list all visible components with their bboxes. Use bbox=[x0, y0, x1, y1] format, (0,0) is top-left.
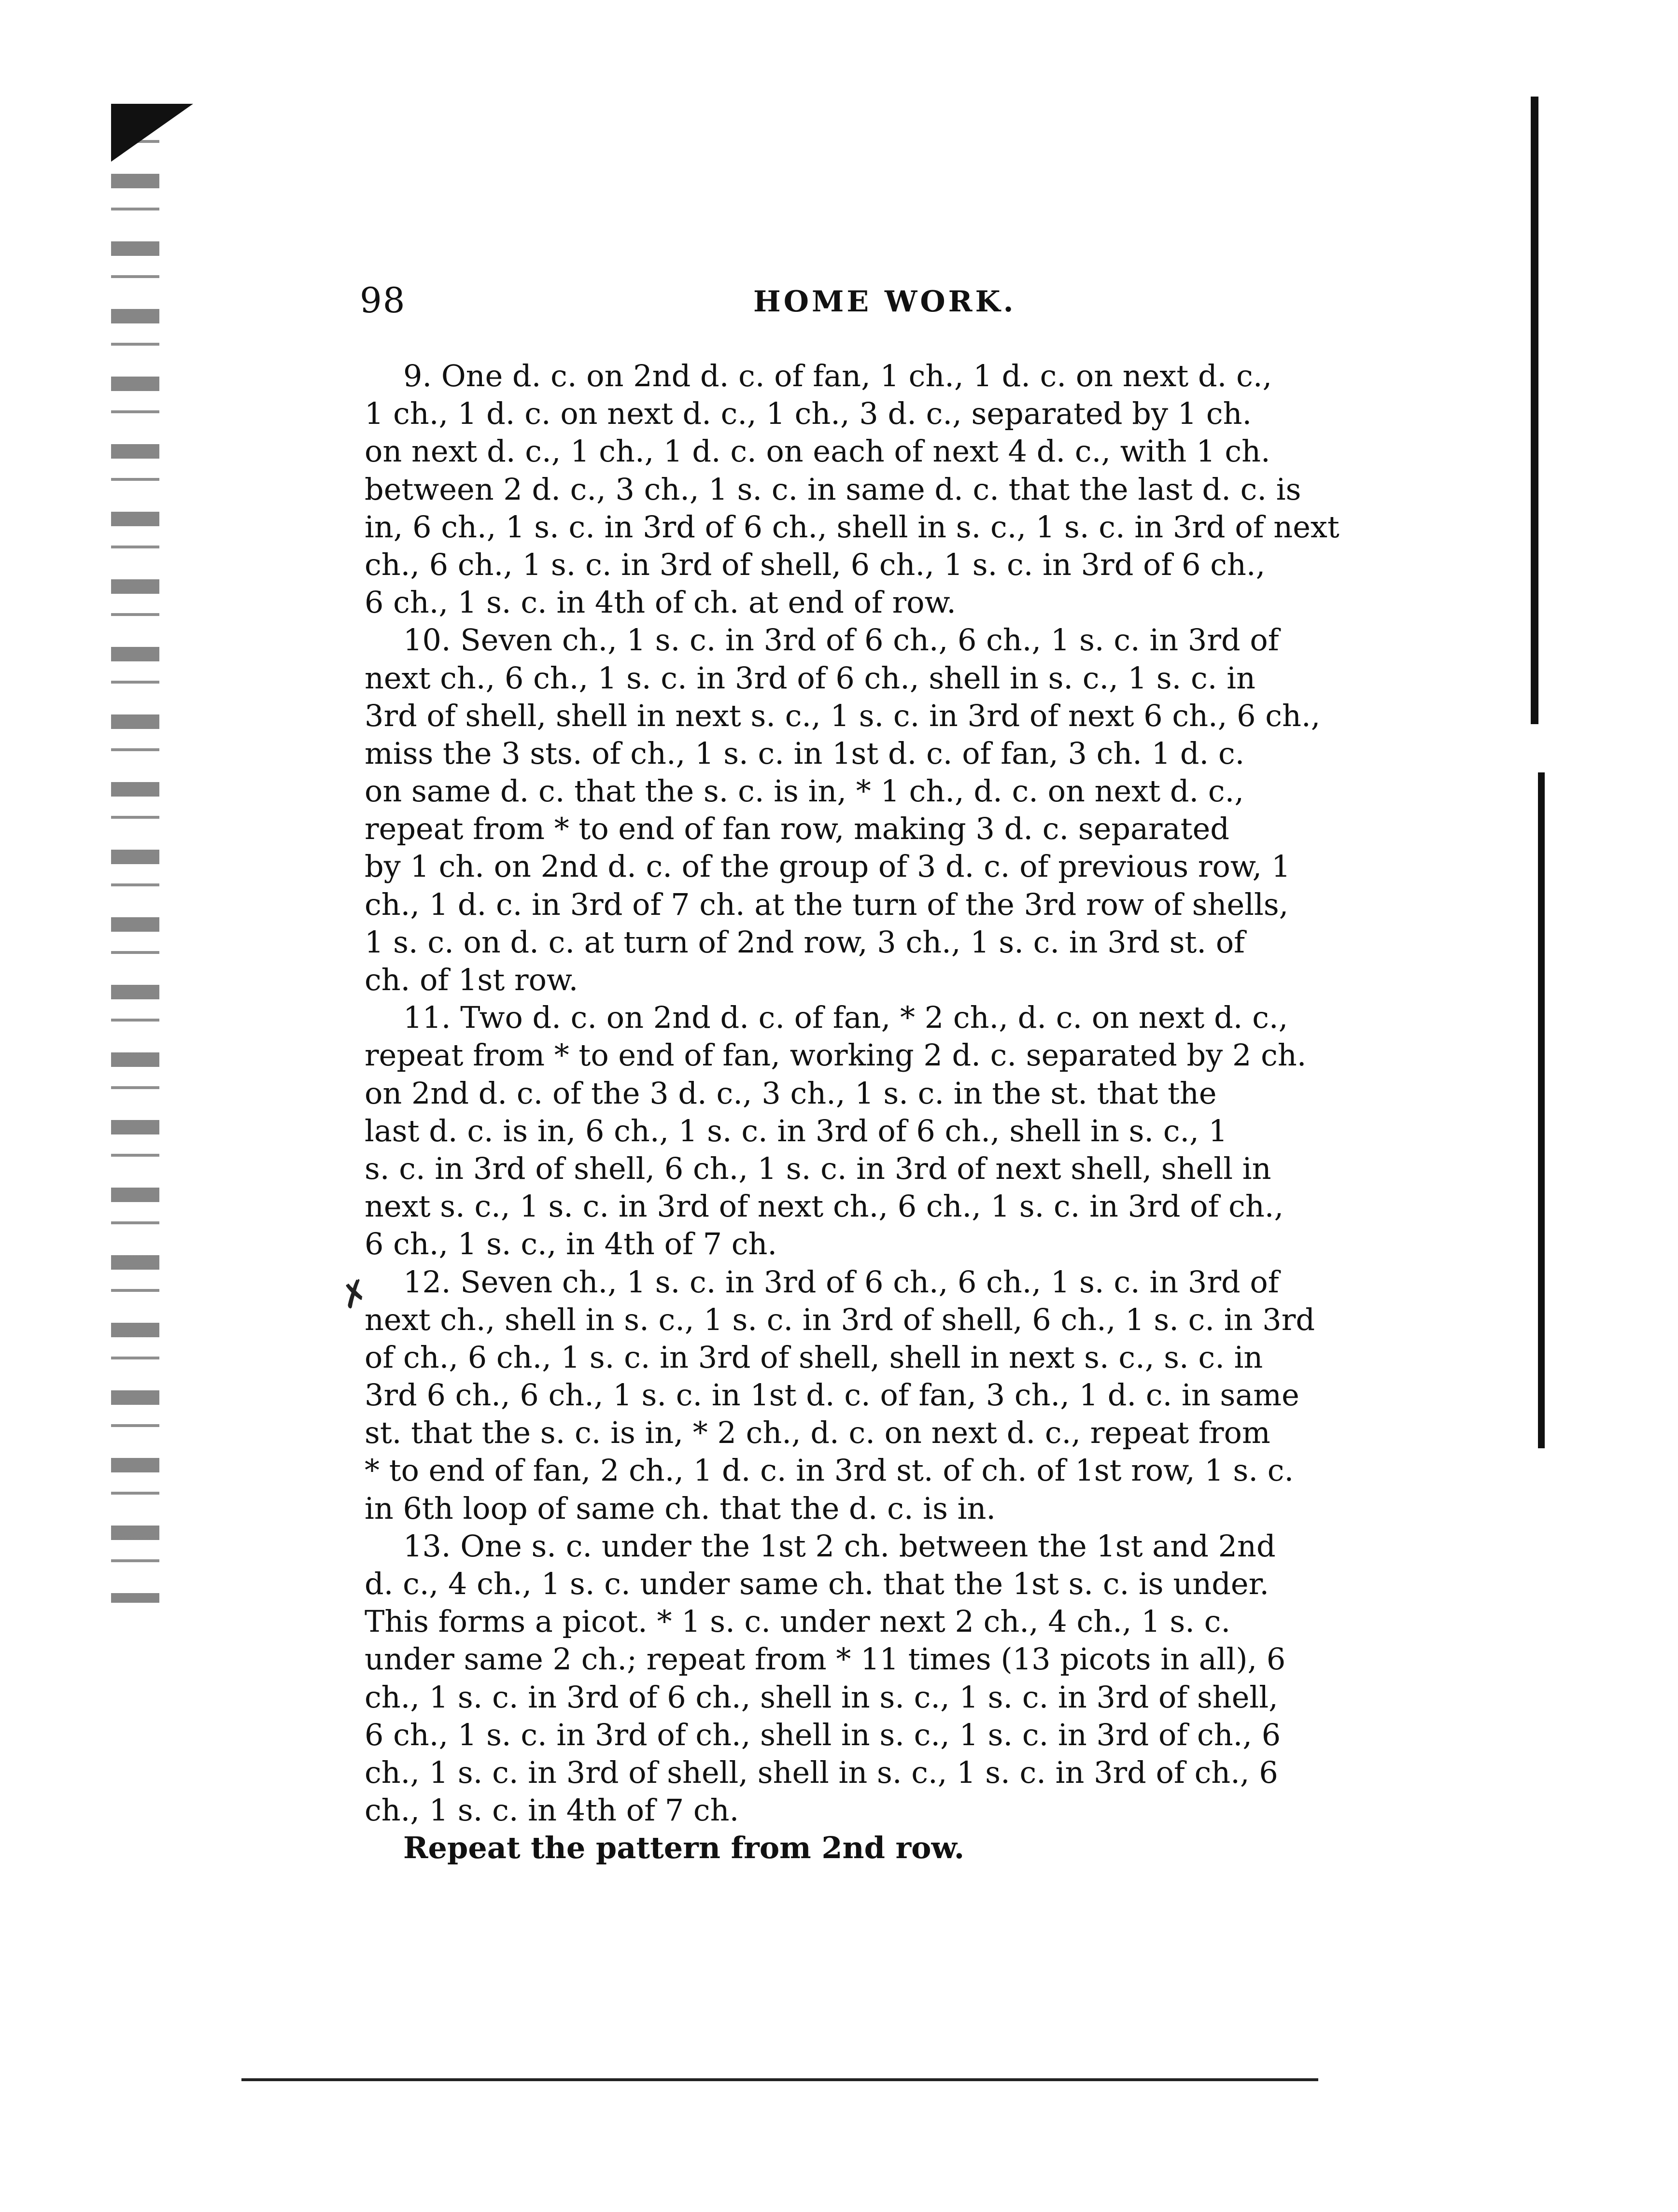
text-line: 9. One d. c. on 2nd d. c. of fan, 1 ch., 1 d. c. on next d. c., bbox=[403, 358, 1272, 393]
text-line: * to end of fan, 2 ch., 1 d. c. in 3rd st. of ch. of 1st row, 1 s. c. bbox=[365, 1453, 1294, 1488]
text-line: 1 ch., 1 d. c. on next d. c., 1 ch., 3 d. c., separated by 1 ch. bbox=[365, 396, 1252, 432]
text-line: 12. Seven ch., 1 s. c. in 3rd of 6 ch., 6 ch., 1 s. c. in 3rd of bbox=[403, 1264, 1279, 1300]
text-line: This forms a picot. * 1 s. c. under next 2 ch., 4 ch., 1 s. c. bbox=[365, 1604, 1231, 1639]
text-line: last d. c. is in, 6 ch., 1 s. c. in 3rd of 6 ch., shell in s. c., 1 bbox=[365, 1113, 1228, 1148]
text-line: ch., 1 s. c. in 3rd of 6 ch., shell in s. c., 1 s. c. in 3rd of shell, bbox=[365, 1679, 1278, 1715]
text-line: next s. c., 1 s. c. in 3rd of next ch., 6 ch., 1 s. c. in 3rd of ch., bbox=[365, 1189, 1284, 1224]
text-line: by 1 ch. on 2nd d. c. of the group of 3 d. c. of previous row, 1 bbox=[365, 849, 1291, 884]
text-line: under same 2 ch.; repeat from * 11 times (13 picots in all), 6 bbox=[365, 1641, 1286, 1677]
scan-shadow-right-lower bbox=[1538, 772, 1545, 1448]
text-line: st. that the s. c. is in, * 2 ch., d. c. on next d. c., repeat from bbox=[365, 1415, 1270, 1451]
text-line: next ch., 6 ch., 1 s. c. in 3rd of 6 ch., shell in s. c., 1 s. c. in bbox=[365, 660, 1255, 696]
text-line: ch., 1 s. c. in 3rd of shell, shell in s. c., 1 s. c. in 3rd of ch., 6 bbox=[365, 1754, 1278, 1790]
text-line: 3rd of shell, shell in next s. c., 1 s. c. in 3rd of next 6 ch., 6 ch., bbox=[365, 698, 1321, 733]
text-line: in, 6 ch., 1 s. c. in 3rd of 6 ch., shell in s. c., 1 s. c. in 3rd of next bbox=[365, 509, 1340, 545]
text-line: repeat from * to end of fan row, making 3 d. c. separated bbox=[365, 811, 1229, 847]
text-line: Repeat the pattern from 2nd row. bbox=[403, 1830, 965, 1866]
text-line: of ch., 6 ch., 1 s. c. in 3rd of shell, shell in next s. c., s. c. in bbox=[365, 1339, 1263, 1375]
text-line: on same d. c. that the s. c. is in, * 1 ch., d. c. on next d. c., bbox=[365, 773, 1244, 809]
text-line: repeat from * to end of fan, working 2 d. c. separated by 2 ch. bbox=[365, 1037, 1307, 1073]
text-line: 10. Seven ch., 1 s. c. in 3rd of 6 ch., 6 ch., 1 s. c. in 3rd of bbox=[403, 622, 1279, 658]
text-line: in 6th loop of same ch. that the d. c. is in. bbox=[365, 1490, 996, 1526]
page-number: 98 bbox=[360, 280, 406, 321]
text-line: 6 ch., 1 s. c. in 3rd of ch., shell in s. c., 1 s. c. in 3rd of ch., 6 bbox=[365, 1717, 1281, 1752]
text-line: 6 ch., 1 s. c., in 4th of 7 ch. bbox=[365, 1226, 777, 1262]
handwritten-x-mark: ✗ bbox=[334, 1271, 375, 1318]
text-line: on 2nd d. c. of the 3 d. c., 3 ch., 1 s. c. in the st. that the bbox=[365, 1075, 1217, 1111]
text-line: 6 ch., 1 s. c. in 4th of ch. at end of row. bbox=[365, 585, 956, 620]
text-line: 13. One s. c. under the 1st 2 ch. between the 1st and 2nd bbox=[403, 1528, 1276, 1564]
text-line: 1 s. c. on d. c. at turn of 2nd row, 3 ch., 1 s. c. in 3rd st. of bbox=[365, 924, 1245, 960]
text-line: ch. of 1st row. bbox=[365, 962, 578, 997]
text-line: d. c., 4 ch., 1 s. c. under same ch. that the 1st s. c. is under. bbox=[365, 1566, 1269, 1601]
text-line: miss the 3 sts. of ch., 1 s. c. in 1st d. c. of fan, 3 ch. 1 d. c. bbox=[365, 735, 1245, 771]
text-line: ch., 1 d. c. in 3rd of 7 ch. at the turn of the 3rd row of shells, bbox=[365, 886, 1289, 922]
text-line: s. c. in 3rd of shell, 6 ch., 1 s. c. in 3rd of next shell, shell in bbox=[365, 1150, 1271, 1186]
instructions-text-block bbox=[365, 357, 1379, 1867]
text-line: next ch., shell in s. c., 1 s. c. in 3rd of shell, 6 ch., 1 s. c. in 3rd bbox=[365, 1302, 1315, 1337]
scan-shadow-right bbox=[1531, 97, 1538, 724]
running-head: HOME WORK. bbox=[753, 285, 1016, 319]
bottom-rule bbox=[241, 2078, 1318, 2081]
text-line: ch., 1 s. c. in 4th of 7 ch. bbox=[365, 1792, 739, 1828]
text-line: ch., 6 ch., 1 s. c. in 3rd of shell, 6 ch., 1 s. c. in 3rd of 6 ch., bbox=[365, 546, 1266, 582]
text-line: between 2 d. c., 3 ch., 1 s. c. in same d. c. that the last d. c. is bbox=[365, 471, 1301, 507]
text-line: 11. Two d. c. on 2nd d. c. of fan, * 2 ch., d. c. on next d. c., bbox=[403, 1000, 1288, 1036]
text-line: 3rd 6 ch., 6 ch., 1 s. c. in 1st d. c. of fan, 3 ch., 1 d. c. in same bbox=[365, 1377, 1299, 1413]
text-line: on next d. c., 1 ch., 1 d. c. on each of next 4 d. c., with 1 ch. bbox=[365, 434, 1270, 469]
scan-shadow-left bbox=[111, 106, 159, 1603]
scan-corner-mark bbox=[111, 104, 193, 162]
